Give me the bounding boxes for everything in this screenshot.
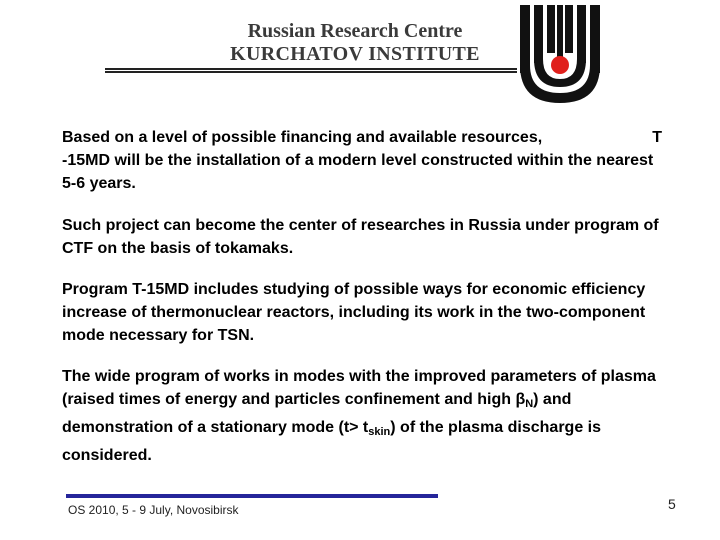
header-divider	[105, 68, 517, 73]
footer-conference-label: OS 2010, 5 - 9 July, Novosibirsk	[68, 503, 239, 517]
paragraph-financing-line1-tail: T	[652, 129, 662, 146]
paragraph-wide-program-part1: The wide program of works in modes with the improved parameters of plasma (raised times of energy and particles confinement and high	[62, 368, 656, 408]
paragraph-financing-rest: -15MD will be the installation of a modern level constructed within the nearest 5-6 years.	[62, 152, 654, 192]
footer-divider	[66, 494, 438, 498]
paragraph-wide-program-part3: ) of the plasma discharge is considered.	[62, 419, 602, 464]
page-number: 5	[668, 496, 676, 512]
paragraph-financing	[62, 126, 662, 195]
paragraph-financing-first-line	[62, 126, 662, 149]
paragraph-wide-program-part2: ) and demonstration of a stationary mode (t> t	[62, 391, 572, 436]
beta-subscript: N	[525, 398, 534, 410]
paragraph-wide-program	[62, 365, 662, 467]
kurchatov-institute-logo-icon	[520, 5, 600, 105]
institute-title-line1: Russian Research Centre	[247, 20, 463, 42]
t-skin-subscript: skin	[368, 426, 391, 438]
paragraph-financing-line1-text: Based on a level of possible financing and available resources,	[62, 129, 543, 146]
beta-symbol: β	[515, 391, 526, 408]
institute-title	[190, 20, 520, 66]
paragraph-research-center: Such project can become the center of researches in Russia under program of CTF on the basis of tokamaks.	[62, 217, 659, 257]
paragraph-program-efficiency: Program T-15MD includes studying of possible ways for economic efficiency increase of thermonuclear reactors, including its work in the two-component mode necessary for TSN.	[62, 281, 646, 344]
institute-title-line2: KURCHATOV INSTITUTE	[230, 43, 480, 65]
